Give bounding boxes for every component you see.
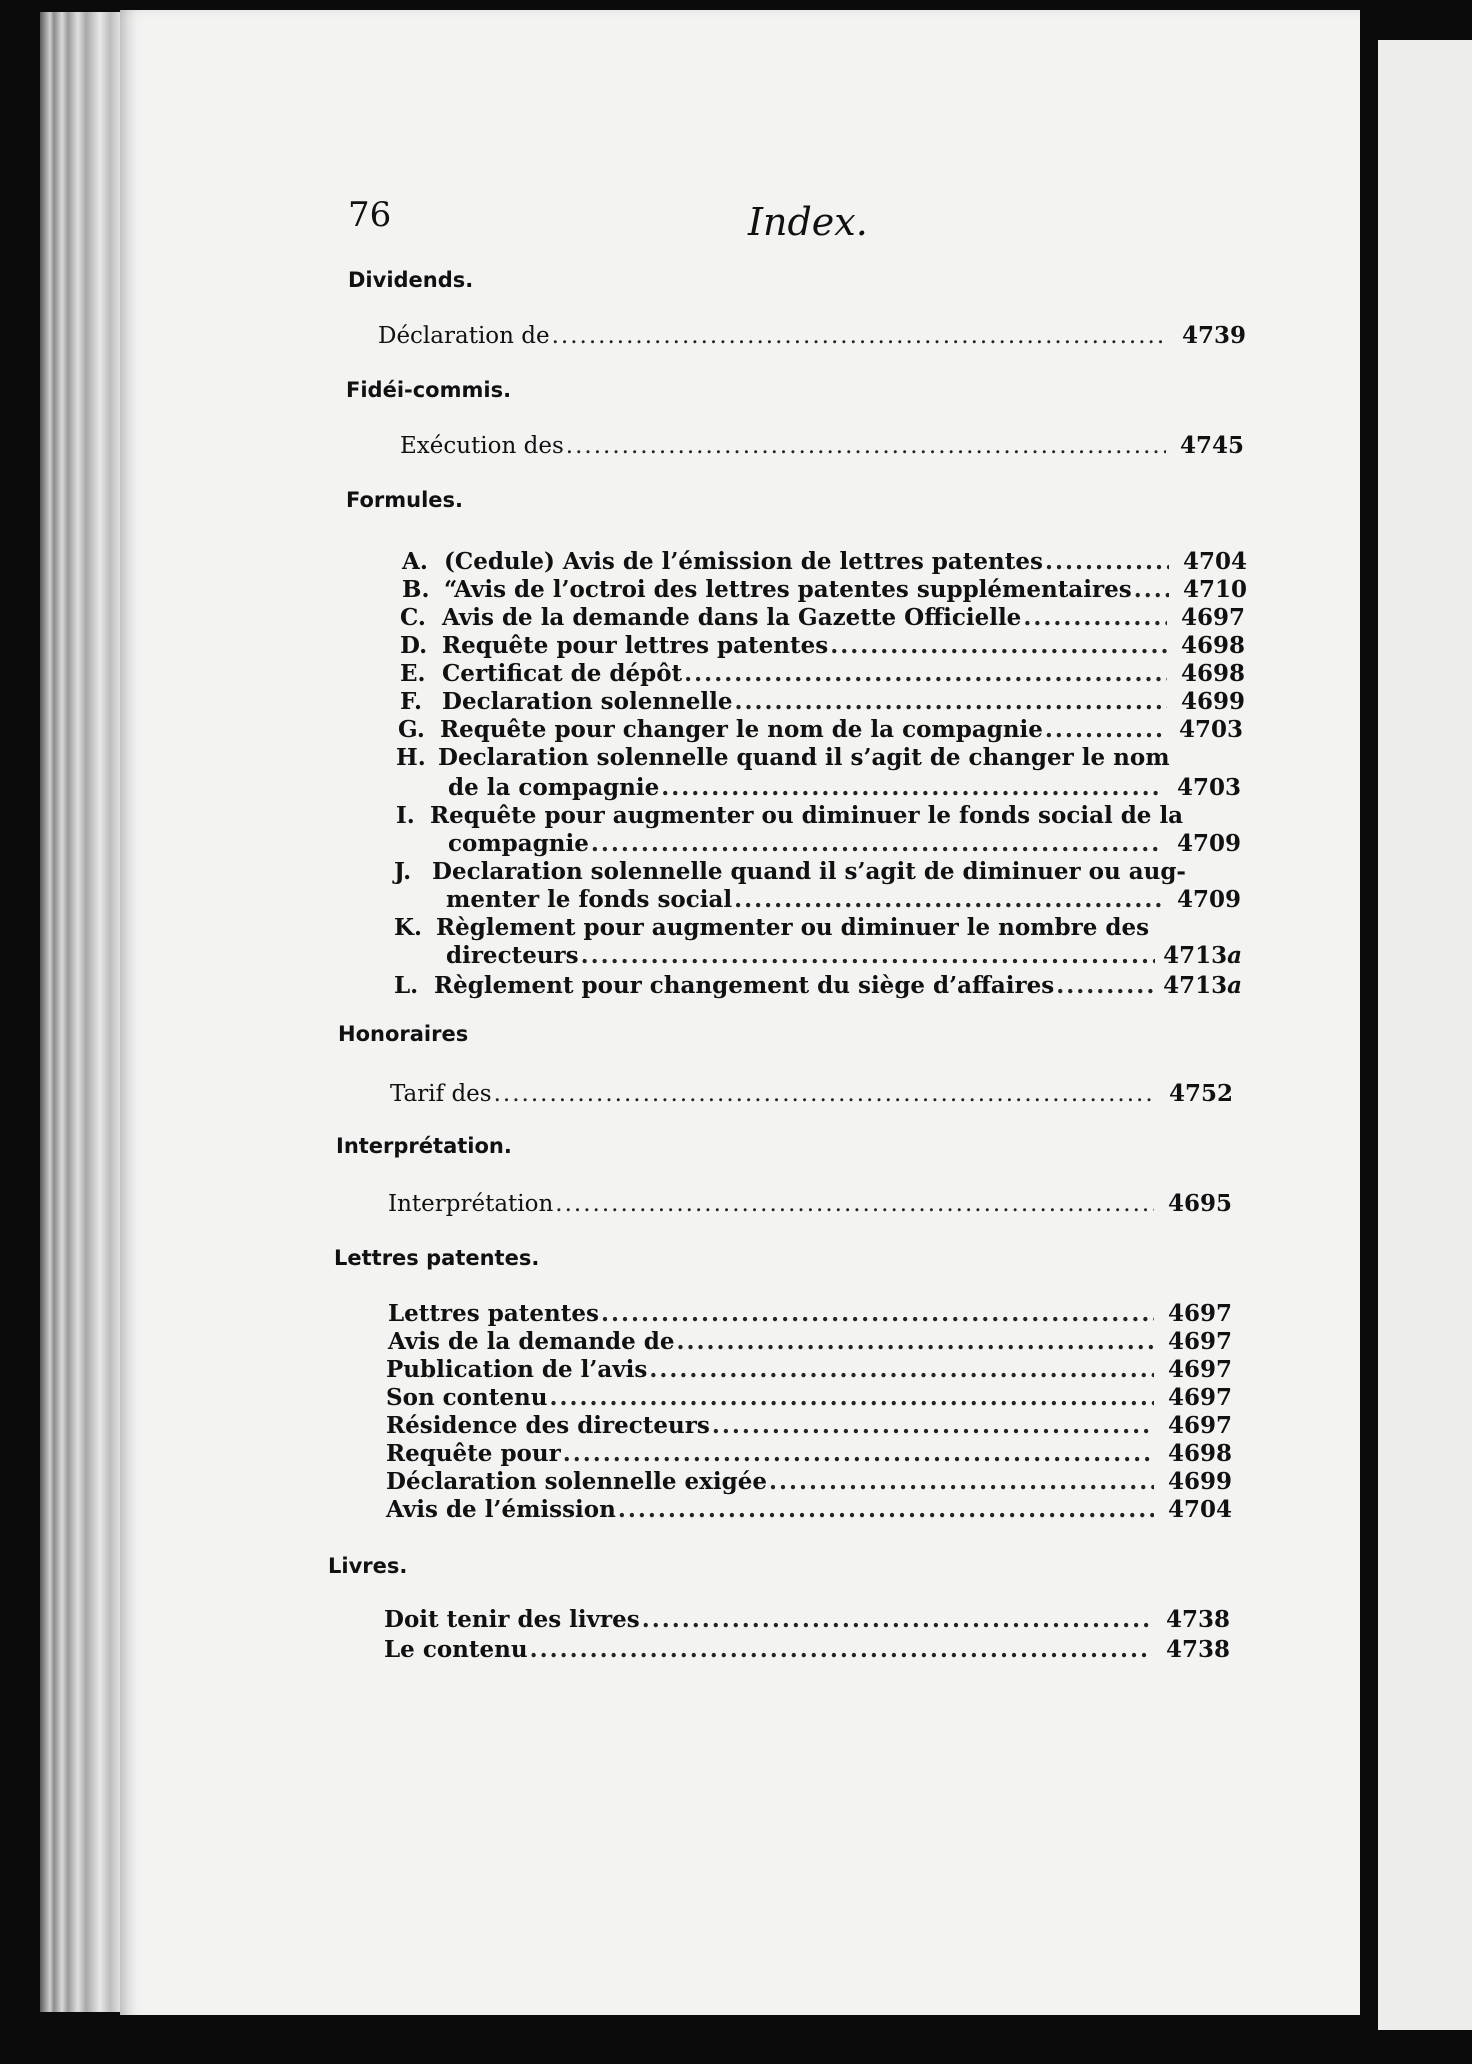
entry-label: Requête pour (386, 1440, 561, 1467)
entry-label: Doit tenir des livres (384, 1606, 640, 1633)
entry-label: Interprétation (388, 1191, 554, 1217)
entry-ref: 4698 (1180, 632, 1245, 659)
formule-entry-h-line2 (448, 774, 1241, 804)
formule-entry-h-line1 (396, 744, 1170, 771)
entry-label: Règlement pour changement du siège d’affaires (434, 972, 1055, 999)
entry-ref: 4713a (1163, 942, 1242, 969)
formule-entry-f (400, 688, 1245, 718)
formule-entry-j-line1 (394, 858, 1186, 885)
dot-leader (1134, 576, 1169, 603)
dot-leader (712, 1412, 1154, 1439)
heading-lettres-patentes: Lettres patentes. (334, 1246, 540, 1270)
book-page (120, 10, 1360, 2020)
entry-label: Lettres patentes (388, 1300, 599, 1327)
formule-entry-c (400, 604, 1245, 634)
formule-entry-a (402, 548, 1247, 578)
formule-entry-g (398, 716, 1243, 746)
entry-ref: 4695 (1167, 1190, 1232, 1217)
entry-label: Requête pour changer le nom de la compagnie (440, 716, 1043, 743)
entry-label: Résidence des directeurs (386, 1412, 710, 1439)
index-entry (386, 1412, 1232, 1442)
entry-ref: 4697 (1167, 1356, 1232, 1383)
entry-ref: 4699 (1180, 688, 1245, 715)
entry-label: Declaration solennelle quand il s’agit de changer le nom (438, 744, 1170, 771)
entry-ref: 4703 (1176, 774, 1241, 801)
heading-formules: Formules. (346, 488, 464, 512)
formule-entry-k-line2 (446, 942, 1242, 972)
entry-label-cont: compagnie (448, 830, 589, 857)
dot-leader (1045, 548, 1169, 575)
index-entry (386, 1468, 1232, 1498)
entry-ref: 4697 (1180, 604, 1245, 631)
scan-background-bottom (70, 2015, 1370, 2064)
dot-leader (830, 632, 1167, 659)
entry-label: Tarif des (390, 1081, 492, 1107)
entry-letter: J. (394, 858, 412, 885)
index-entry (388, 1300, 1232, 1330)
entry-ref: 4709 (1176, 830, 1241, 857)
entry-label: Declaration solennelle (442, 688, 733, 715)
entry-ref: 4704 (1182, 548, 1247, 575)
entry-label: (Cedule) Avis de l’émission de lettres patentes (444, 548, 1043, 575)
entry-ref: 4699 (1167, 1468, 1232, 1495)
formule-entry-k-line1 (394, 914, 1149, 941)
index-entry (386, 1440, 1232, 1470)
entry-ref: 4745 (1179, 432, 1244, 459)
formule-entry-b (402, 576, 1247, 606)
heading-dividendes: Dividend‌s. (348, 268, 474, 292)
index-entry (384, 1606, 1230, 1636)
entry-label: Déclaration solennelle exigée (386, 1468, 767, 1495)
page-number: 76 (348, 195, 392, 235)
heading-interpretation: Interprétation. (336, 1134, 512, 1158)
dot-leader (649, 1356, 1154, 1383)
dot-leader (769, 1468, 1154, 1495)
formule-entry-i-line2 (448, 830, 1241, 860)
entry-ref: 4697 (1167, 1300, 1232, 1327)
formule-entry-d (400, 632, 1245, 662)
entry-label-cont: directeurs (446, 942, 579, 969)
formule-entry-i-line1 (396, 802, 1183, 829)
dot-leader (566, 433, 1166, 459)
dot-leader (661, 774, 1163, 801)
entry-label: Certificat de dépôt (442, 660, 683, 687)
formule-entry-l (394, 972, 1242, 1002)
entry-letter: K. (394, 914, 422, 941)
entry-ref: 4697 (1167, 1328, 1232, 1355)
entry-ref: 4739 (1181, 322, 1246, 349)
entry-ref: 4752 (1168, 1080, 1233, 1107)
dot-leader (494, 1081, 1155, 1107)
entry-letter: F. (400, 688, 423, 715)
entry-label: Avis de la demande dans la Gazette Officielle (442, 604, 1022, 631)
entry-label-cont: menter le fonds social (446, 886, 733, 913)
entry-ref: 4738 (1165, 1606, 1230, 1633)
dot-leader (676, 1328, 1154, 1355)
dot-leader (684, 660, 1167, 687)
entry-letter: L. (394, 972, 419, 999)
dot-leader (563, 1440, 1154, 1467)
entry-letter: H. (396, 744, 426, 771)
running-title: Index. (748, 200, 868, 244)
entry-label: Publication de l’avis (386, 1356, 648, 1383)
dot-leader (555, 1191, 1154, 1217)
index-entry (386, 1356, 1232, 1386)
entry-ref: 4713a (1163, 972, 1242, 999)
entry-letter: E. (400, 660, 426, 687)
entry-letter: B. (402, 576, 430, 603)
index-entry (378, 322, 1246, 352)
dot-leader (552, 323, 1168, 349)
entry-letter: I. (396, 802, 415, 829)
formule-entry-j-line2 (446, 886, 1241, 916)
index-entry (386, 1384, 1232, 1414)
entry-ref: 4709 (1176, 886, 1241, 913)
entry-ref: 4698 (1180, 660, 1245, 687)
entry-letter: C. (400, 604, 426, 631)
entry-ref: 4704 (1167, 1496, 1232, 1523)
dot-leader (618, 1496, 1154, 1523)
entry-label: Requête pour lettres patentes (442, 632, 829, 659)
heading-fidei-commis: Fidéi-commis. (346, 378, 512, 402)
entry-letter: A. (402, 548, 428, 575)
entry-label: “Avis de l’octroi des lettres patentes supplémentaires (444, 576, 1132, 603)
entry-label: Avis de l’émission (386, 1496, 616, 1523)
entry-ref: 4738 (1165, 1636, 1230, 1663)
heading-livres: Livres. (328, 1554, 408, 1578)
heading-honoraires: Honoraires (338, 1022, 469, 1046)
index-entry (388, 1328, 1232, 1358)
dot-leader (734, 886, 1163, 913)
facing-page-edge (1378, 40, 1472, 2030)
formule-entry-e (400, 660, 1245, 690)
entry-label-cont: de la compagnie (448, 774, 660, 801)
dot-leader (1045, 716, 1165, 743)
entry-ref: 4710 (1182, 576, 1247, 603)
dot-leader (549, 1384, 1154, 1411)
entry-label: Déclaration de (378, 323, 550, 349)
index-entry (400, 432, 1244, 462)
entry-label: Son contenu (386, 1384, 548, 1411)
entry-ref: 4703 (1178, 716, 1243, 743)
index-entry (386, 1496, 1232, 1526)
dot-leader (735, 688, 1167, 715)
dot-leader (642, 1606, 1152, 1633)
entry-label: Requête pour augmenter ou diminuer le fonds social de la (430, 802, 1184, 829)
dot-leader (591, 830, 1163, 857)
entry-label: Exécution des (400, 433, 564, 459)
dot-leader (601, 1300, 1154, 1327)
index-entry (384, 1636, 1230, 1666)
entry-label: Avis de la demande de (388, 1328, 675, 1355)
entry-ref: 4697 (1167, 1412, 1232, 1439)
dot-leader (581, 942, 1155, 969)
index-entry (390, 1080, 1233, 1110)
entry-label: Le contenu (384, 1636, 528, 1663)
dot-leader (1023, 604, 1167, 631)
entry-label: Règlement pour augmenter ou diminuer le nombre des (436, 914, 1150, 941)
entry-label: Declaration solennelle quand il s’agit de diminuer ou aug- (432, 858, 1186, 885)
entry-ref: 4698 (1167, 1440, 1232, 1467)
entry-letter: D. (400, 632, 428, 659)
dot-leader (530, 1636, 1152, 1663)
dot-leader (1056, 972, 1155, 999)
entry-ref: 4697 (1167, 1384, 1232, 1411)
entry-letter: G. (398, 716, 425, 743)
index-entry (388, 1190, 1232, 1220)
